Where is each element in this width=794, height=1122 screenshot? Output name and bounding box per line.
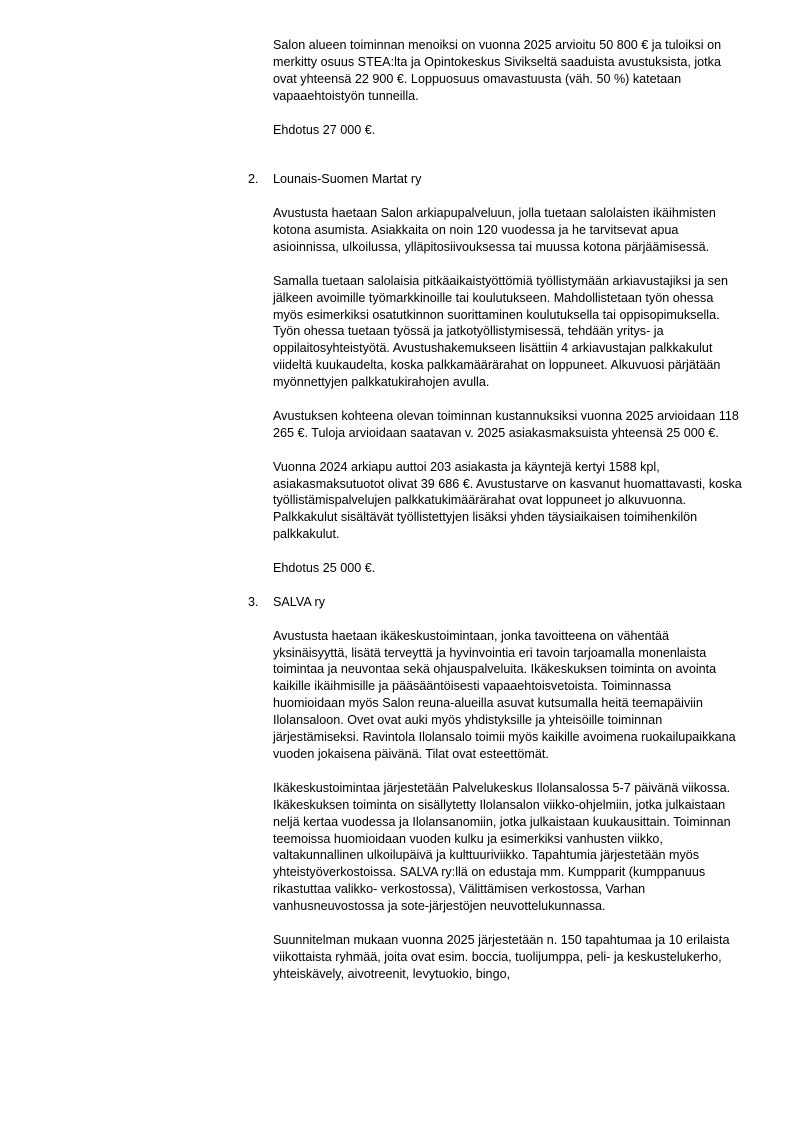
intro-paragraph: Salon alueen toiminnan menoiksi on vuonna 2025 arvioitu 50 800 € ja tuloiksi on merkitty osuus STEA:lta ja Opintokeskus Sivikseltä saaduista avustuksista, jotka ovat yhteensä 22 900 €. Loppuosuus omavastuusta (väh. 50 %) katetaan vapaaehtoistyön tunneilla. [273, 38, 722, 103]
item-title: SALVA ry [273, 594, 326, 609]
item-number: 3. [248, 594, 259, 609]
item-paragraph: Avustusta haetaan ikäkeskustoimintaan, jonka tavoitteena on vähentää yksinäisyyttä, lisätä terveyttä ja hyvinvointia eri tavoin tarjoamalla monenlaista toimintaa ja neuvontaa sekä ohjauspalveluita. Ikäkeskuksen toiminta on avointa kaikille ikäihmisille ja pääsääntöisesti vapaaehtoisvetoista. Toiminnassa huomioidaan myös Salon reuna-alueilla asuvat kutsumalla heitä teemapäiviin Ilolansaloon. Ovet ovat auki myös yhdistyksille ja yhteisöille toiminnan järjestämiseksi. Ravintola Ilolansalo toimii myös kaikille avoimena ruokailupaikkana vuoden jokaisena päivänä. Tilat ovat esteettömät. [273, 628, 736, 762]
item-paragraph: Suunnitelman mukaan vuonna 2025 järjestetään n. 150 tapahtumaa ja 10 erilaista viikottaista ryhmää, joita ovat esim. boccia, tuolijumppa, peli- ja keskustelukerho, yhteiskävely, aivotreenit, levytuokio, bingo, [273, 932, 730, 981]
item-proposal: Ehdotus 25 000 €. [273, 561, 376, 576]
item-paragraph: Avustuksen kohteena olevan toiminnan kustannuksiksi vuonna 2025 arvioidaan 118 265 €. Tuloja arvioidaan saatavan v. 2025 asiakasmaksuista yhteensä 25 000 €. [273, 408, 739, 440]
item-number: 2. [248, 172, 259, 187]
item-heading [248, 594, 743, 611]
intro-section [273, 37, 743, 138]
item-paragraph: Avustusta haetaan Salon arkiapupalveluun, jolla tuetaan salolaisten ikäihmisten kotona asumista. Asiakkaita on noin 120 vuodessa ja he tarvitsevat apua asioinnissa, ulkoilussa, ylläpitosiivouksessa tai muussa kotona pärjäämisessä. [273, 206, 716, 254]
item-salva [248, 594, 743, 983]
item-paragraph: Vuonna 2024 arkiapu auttoi 203 asiakasta ja käyntejä kertyi 1588 kpl, asiakasmaksutuotot olivat 39 686 €. Avustustarve on kasvanut huomattavasti, koska työllistämispalvelujen palkkatukimäärärahat ovat loppuneet jo alkuvuonna. Palkkakulut sisältävät työllistettyjen lisäksi yhden täysiaikaisen toimihenkilön palkkakulut. [273, 459, 742, 542]
item-paragraph: Ikäkeskustoimintaa järjestetään Palvelukeskus Ilolansalossa 5-7 päivänä viikossa. Ikäkeskuksen toiminta on sisällytetty Ilolansalon viikko-ohjelmiin, jotka julkaistaan neljä kertaa vuodessa ja Ilolansanomiin, jotka julkaistaan kuukausittain. Toiminnan teemoissa huomioidaan vuoden kulku ja esimerkiksi vanhusten viikko, valtakunnallinen ulkoilupäivä ja kulttuuriviikko. Tapahtumia järjestetään myös yhteistyöverkostoissa. SALVA ry:llä on edustaja mm. Kumpparit (kumppanuus rikastuttaa valikko- verkostossa), Välittämisen verkostossa, Varhan vanhusneuvostossa ja sote-järjestöjen neuvottelukunnassa. [273, 780, 731, 914]
item-paragraph: Samalla tuetaan salolaisia pitkäaikaistyöttömiä työllistymään arkiavustajiksi ja sen jälkeen avoimille työmarkkinoille tai koulutukseen. Mahdollistetaan työn ohessa myös esimerkiksi osatutkinnon suorittaminen koulutuksella tai oppisopimuksella. Työn ohessa tuetaan työssä ja jatkotyöllistymisessä, tehdään yritys- ja oppilaitosyhteistyötä. Avustushakemukseen lisättiin 4 arkiavustajan palkkakulut viideltä kuukaudelta, koska palkkamäärärahat on loppuneet. Alkuvuosi pärjätään myönnettyjen palkkatukirahojen avulla. [273, 273, 728, 390]
item-title: Lounais-Suomen Martat ry [273, 172, 422, 187]
intro-proposal: Ehdotus 27 000 €. [273, 122, 376, 137]
item-lounais-suomen-martat [248, 171, 743, 577]
item-heading [248, 171, 743, 188]
document-body [248, 37, 743, 1000]
